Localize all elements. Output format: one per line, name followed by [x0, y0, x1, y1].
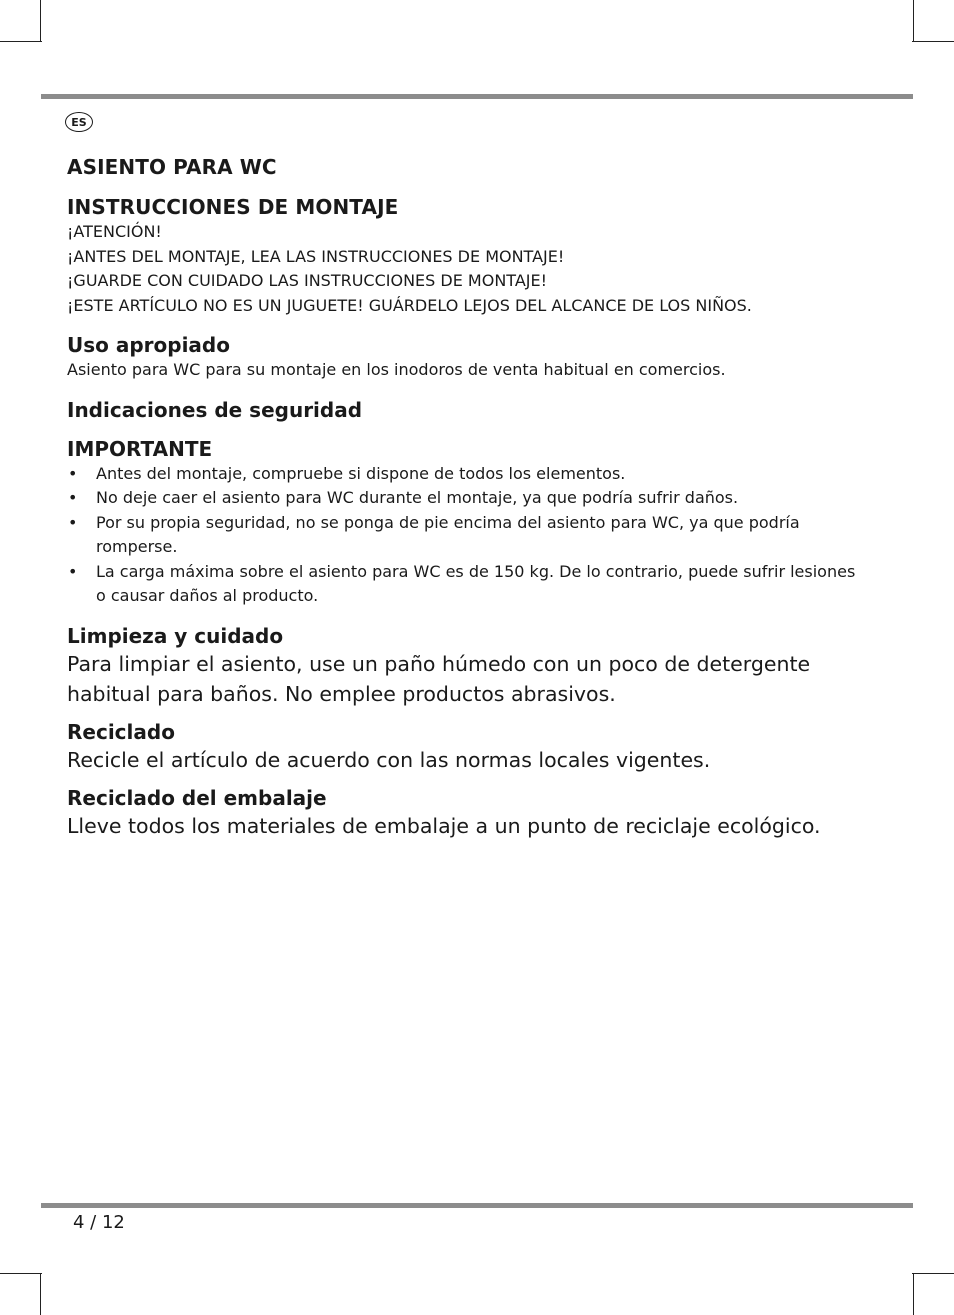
page-number: 4 / 12: [73, 1212, 125, 1233]
warning-line: ¡ESTE ARTÍCULO NO ES UN JUGUETE! GUÁRDELO LEJOS DEL ALCANCE DE LOS NIÑOS.: [67, 295, 752, 315]
list-item: • Antes del montaje, compruebe si dispone de todos los elementos.: [67, 462, 867, 487]
section-heading-reciclado: Reciclado: [67, 719, 175, 744]
warning-line: ¡ATENCIÓN!: [67, 222, 162, 241]
list-item: • La carga máxima sobre el asiento para WC es de 150 kg. De lo contrario, puede sufrir lesiones o causar daños al producto.: [67, 560, 867, 609]
crop-mark-top-left-h: [0, 41, 42, 42]
document-title: ASIENTO PARA WC: [67, 155, 277, 179]
warning-line: ¡ANTES DEL MONTAJE, LEA LAS INSTRUCCIONES DE MONTAJE!: [67, 246, 565, 266]
section-heading-limpieza: Limpieza y cuidado: [67, 623, 284, 648]
document-body: [67, 154, 867, 841]
section-text-embalaje: Lleve todos los materiales de embalaje a un punto de reciclaje ecológico.: [67, 813, 821, 838]
warning-line: ¡GUARDE CON CUIDADO LAS INSTRUCCIONES DE MONTAJE!: [67, 271, 547, 290]
crop-mark-bottom-left-h: [0, 1273, 42, 1274]
crop-mark-top-right-h: [912, 41, 954, 42]
crop-mark-bottom-right-h: [912, 1273, 954, 1274]
list-item: • No deje caer el asiento para WC durante el montaje, ya que podría sufrir daños.: [67, 486, 867, 511]
bottom-rule: [41, 1203, 913, 1208]
section-heading-embalaje: Reciclado del embalaje: [67, 785, 327, 810]
crop-mark-top-left-v: [40, 0, 41, 42]
section-text-reciclado: Recicle el artículo de acuerdo con las normas locales vigentes.: [67, 747, 711, 772]
section-heading-uso: Uso apropiado: [67, 333, 230, 357]
section-text-limpieza: Para limpiar el asiento, use un paño húmedo con un poco de detergente habitual para baños. No emplee productos abrasivos.: [67, 651, 811, 706]
crop-mark-top-right-v: [913, 0, 914, 42]
document-subtitle: INSTRUCCIONES DE MONTAJE: [67, 195, 399, 219]
crop-mark-bottom-right-v: [913, 1273, 914, 1315]
crop-mark-bottom-left-v: [40, 1273, 41, 1315]
top-rule: [41, 94, 913, 99]
section-subheading-importante: IMPORTANTE: [67, 436, 213, 461]
section-heading-seguridad: Indicaciones de seguridad: [67, 397, 363, 422]
language-badge: ES: [65, 112, 93, 132]
safety-list: [67, 462, 867, 609]
list-item: • Por su propia seguridad, no se ponga de pie encima del asiento para WC, ya que podría romperse.: [67, 511, 867, 560]
section-text-uso: Asiento para WC para su montaje en los inodoros de venta habitual en comercios.: [67, 360, 726, 379]
